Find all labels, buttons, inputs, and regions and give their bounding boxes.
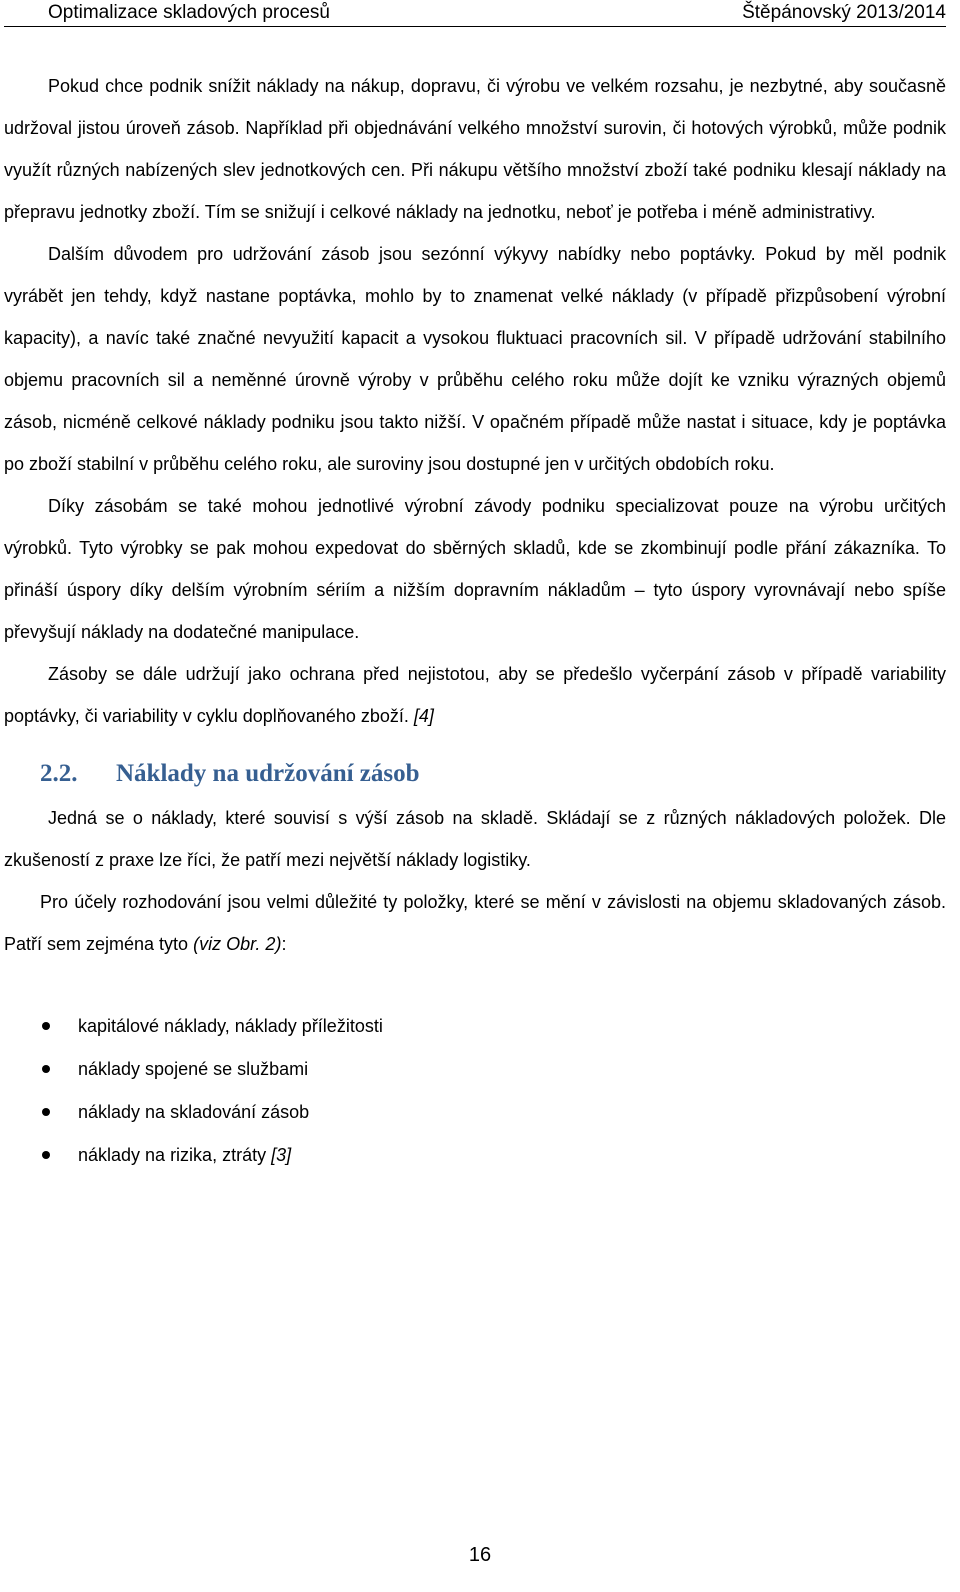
section-title: Náklady na udržování zásob (116, 760, 420, 787)
page-number: 16 (468, 1544, 492, 1566)
list-item (4, 1048, 946, 1091)
paragraph: Díky zásobám se také mohou jednotlivé výrobní závody podniku specializovat pouze na výrobu určitých výrobků. Tyto výrobky se pak mohou expedovat do sběrných skladů, kde se zkombinují podle přání zákazníka. To přináší úspory díky delším výrobním sériím a nižším dopravním nákladům – tyto úspory vyrovnávají nebo spíše převyšují náklady na dodatečné manipulace. (4, 496, 946, 642)
paragraph: Jedná se o náklady, které souvisí s výší zásob na skladě. Skládají se z různých nákladových položek. Dle zkušeností z praxe lze říci, že patří mezi největší náklady logistiky. (4, 808, 946, 870)
section-number: 2.2. (40, 760, 78, 787)
citation-reference: [4] (413, 706, 434, 726)
header-document-title: Optimalizace skladových procesů (48, 2, 330, 23)
paragraph-tail: : (281, 934, 287, 954)
paragraph (4, 881, 946, 965)
list-item (4, 1005, 946, 1048)
paragraph (4, 653, 946, 737)
list-item (4, 1134, 946, 1177)
bullet-list (4, 1005, 946, 1177)
section-heading (4, 753, 946, 795)
list-item-text: náklady spojené se službami (78, 1059, 309, 1079)
list-item-text: náklady na rizika, ztráty (78, 1145, 267, 1165)
list-item-text: náklady na skladování zásob (78, 1102, 310, 1122)
bullet-icon (42, 1065, 50, 1073)
figure-reference: (viz Obr. 2) (193, 934, 282, 954)
list-item (4, 1091, 946, 1134)
citation-reference: [3] (271, 1145, 292, 1165)
header-author-year: Štěpánovský 2013/2014 (742, 2, 946, 23)
paragraph: Pokud chce podnik snížit náklady na nákup, dopravu, či výrobu ve velkém rozsahu, je nezbytné, aby současně udržoval jistou úroveň zásob. Například při objednávání velkého množství surovin, či hotových výrobků, může podnik využít různých nabízených slev jednotkových cen. Při nákupu většího množství zboží také podniku klesají náklady na přepravu jednotky zboží. Tím se snižují i celkové náklady na jednotku, neboť je potřeba i méně administrativy. (4, 76, 946, 222)
paragraph-text: Zásoby se dále udržují jako ochrana před nejistotou, aby se předešlo vyčerpání zásob v případě variability poptávky, či variability v cyklu doplňovaného zboží. (4, 664, 946, 726)
paragraph: Dalším důvodem pro udržování zásob jsou sezónní výkyvy nabídky nebo poptávky. Pokud by měl podnik vyrábět jen tehdy, když nastane poptávka, mohlo by to znamenat velké náklady (v případě přizpůsobení výrobní kapacity), a navíc také značné nevyužití kapacit a vysokou fluktuaci pracovních sil. V případě udržování stabilního objemu pracovních sil a neměnné úrovně výroby v průběhu celého roku může dojít ke vzniku výrazných objemů zásob, nicméně celkové náklady podniku jsou takto nižší. V opačném případě může nastat i situace, kdy je poptávka po zboží stabilní v průběhu celého roku, ale suroviny jsou dostupné jen v určitých obdobích roku. (4, 244, 946, 474)
bullet-icon (42, 1108, 50, 1116)
document-body (4, 65, 946, 1177)
bullet-icon (42, 1151, 50, 1159)
page-header (4, 0, 946, 27)
list-item-text: kapitálové náklady, náklady příležitosti (78, 1016, 383, 1036)
bullet-icon (42, 1022, 50, 1030)
paragraph-text: Pro účely rozhodování jsou velmi důležité ty položky, které se mění v závislosti na objemu skladovaných zásob. Patří sem zejména tyto (4, 892, 946, 954)
